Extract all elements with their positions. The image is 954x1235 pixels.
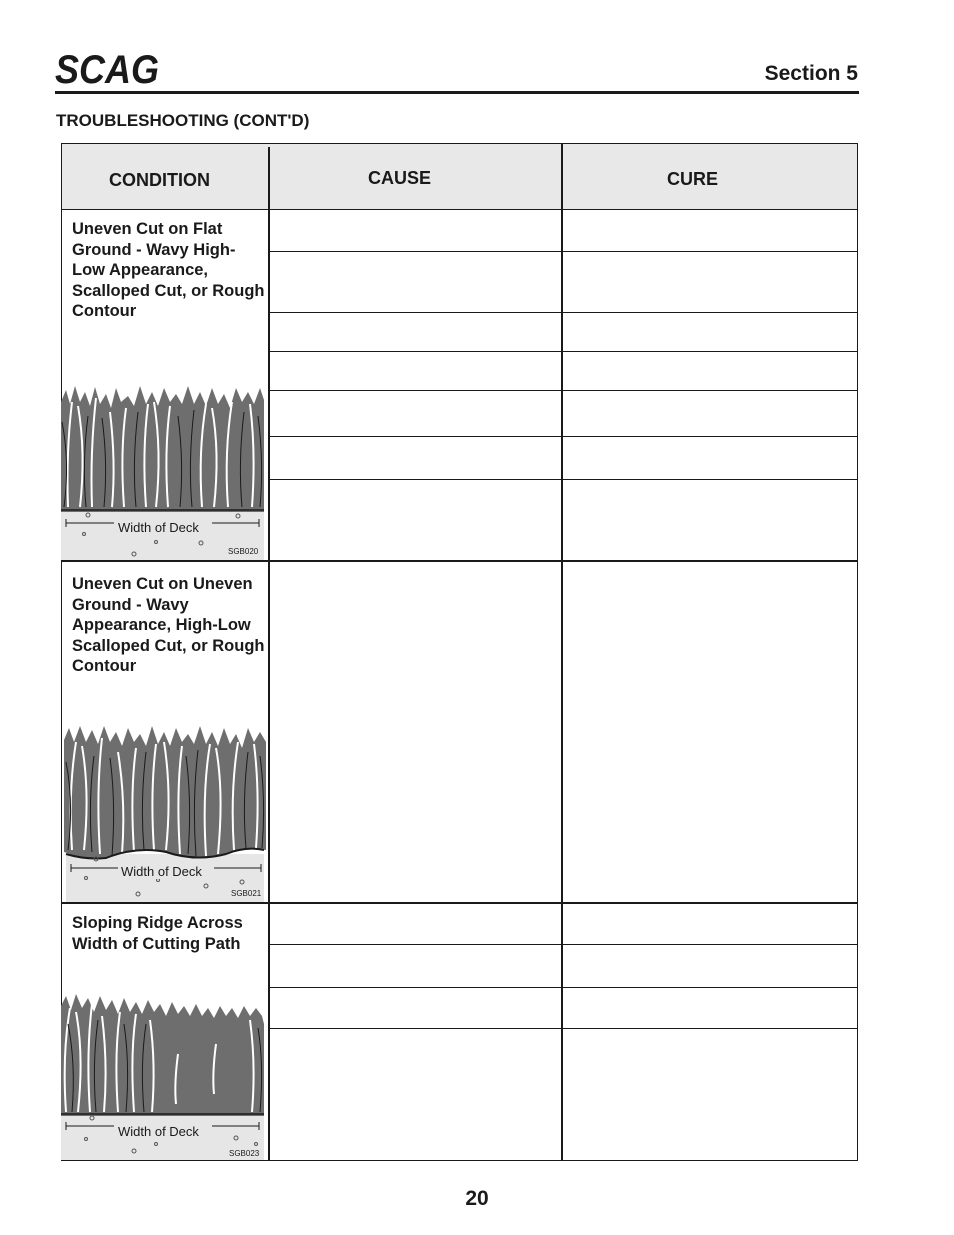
- troubleshooting-table: [61, 143, 858, 1161]
- figure-code: SGB023: [229, 1149, 260, 1158]
- cell-separator: [268, 987, 858, 988]
- row-separator: [62, 560, 858, 562]
- cell-separator: [268, 312, 858, 313]
- figure-code: SGB021: [231, 889, 262, 898]
- column-divider: [561, 144, 563, 1161]
- cell-separator: [268, 251, 858, 252]
- condition-text: Uneven Cut on Uneven Ground - Wavy Appearance, High-Low Scalloped Cut, or Rough Contour: [72, 575, 265, 675]
- page-heading: TROUBLESHOOTING (CONT'D): [56, 111, 310, 130]
- row-separator: [62, 902, 858, 904]
- condition-text: Sloping Ridge Across Width of Cutting Path: [72, 914, 243, 953]
- header-rule: [55, 91, 859, 94]
- column-header-cure: CURE: [667, 169, 719, 189]
- column-header-cause: CAUSE: [368, 168, 432, 188]
- cell-separator: [268, 436, 858, 437]
- figure-caption: Width of Deck: [118, 520, 199, 535]
- svg-text:SCAG: SCAG: [55, 48, 159, 88]
- figure-caption: Width of Deck: [121, 864, 202, 879]
- cell-separator: [268, 351, 858, 352]
- cell-separator: [268, 944, 858, 945]
- table-header: [62, 144, 857, 210]
- figure-caption: Width of Deck: [118, 1124, 199, 1139]
- page-number: 20: [465, 1187, 489, 1210]
- condition-text: Uneven Cut on Flat Ground - Wavy High-Low Appearance, Scalloped Cut, or Rough Contour: [72, 220, 265, 320]
- cell-separator: [268, 390, 858, 391]
- section-title: Section 5: [764, 62, 858, 85]
- cell-separator: [268, 479, 858, 480]
- cell-separator: [268, 1028, 858, 1029]
- scag-logo: [55, 48, 165, 88]
- column-header-condition: CONDITION: [109, 170, 210, 190]
- figure-code: SGB020: [228, 547, 259, 556]
